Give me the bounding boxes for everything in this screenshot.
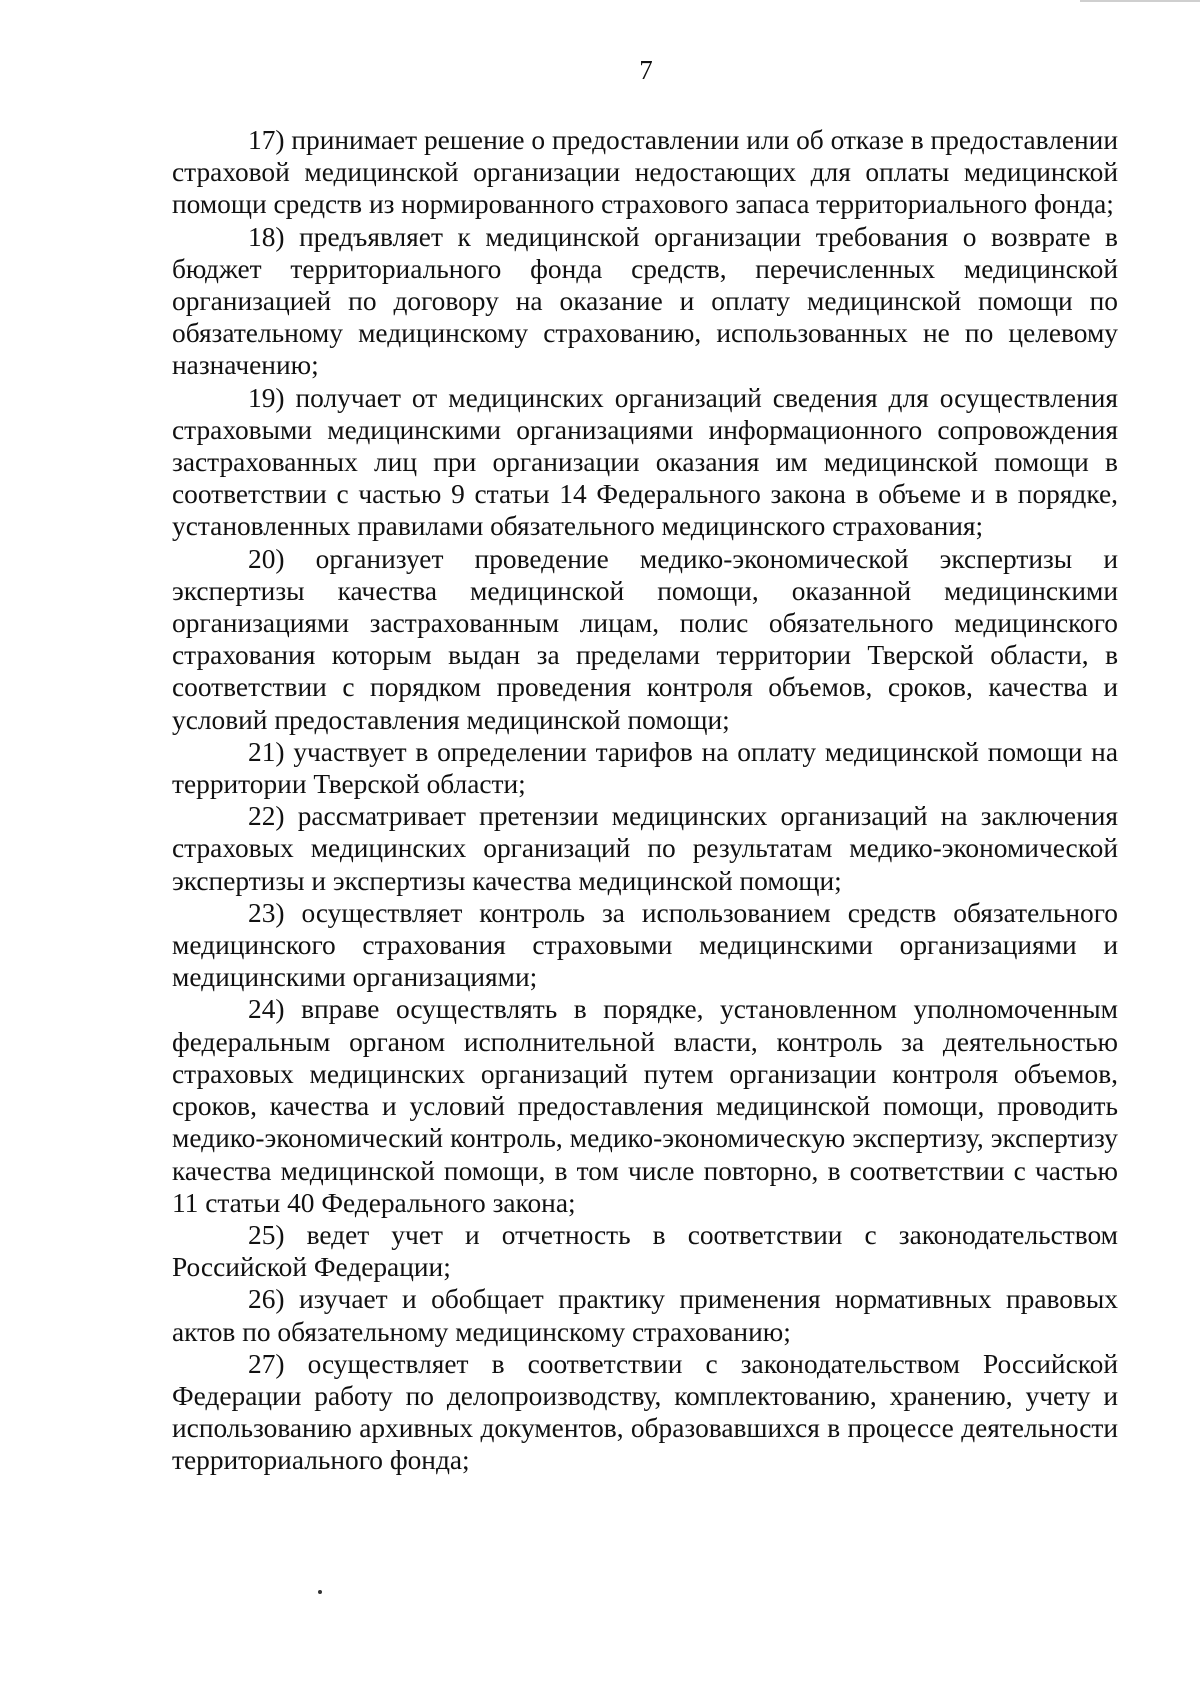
list-item-22: 22) рассматривает претензии медицинских организаций на заключения страховых медицинских организаций по результатам медико-экономической экспертизы и экспертизы качества медицинской помощи; (172, 801, 1118, 896)
list-item-18: 18) предъявляет к медицинской организации требования о возврате в бюджет территориального фонда средств, перечисленных медицинской организацией по договору на оказание и оплату медицинской помощи по обязательному медицинскому страхованию, использованных не по целевому назначению; (172, 221, 1118, 381)
page-number: 7 (639, 55, 653, 85)
list-item-19: 19) получает от медицинских организаций сведения для осуществления страховыми медицинскими организациями информационного сопровождения застрахованных лиц при организации оказания им медицинской помощи в соответствии с частью 9 статьи 14 Федерального закона в объеме и в порядке, установленных правилами обязательного медицинского страхования; (172, 382, 1118, 542)
scan-edge-line (1080, 0, 1200, 2)
list-item-24: 24) вправе осуществлять в порядке, установленном уполномоченным федеральным органом исполнительной власти, контроль за деятельностью страховых медицинских организаций путем организации контроля объемов, сроков, качества и условий предоставления медицинской помощи, проводить медико-экономический контроль, медико-экономическую экспертизу, экспертизу качества медицинской помощи, в том числе повторно, в соответствии с частью 11 статьи 40 Федерального закона; (172, 994, 1118, 1218)
list-item-23: 23) осуществляет контроль за использованием средств обязательного медицинского страхования страховыми медицинскими организациями и медицинскими организациями; (172, 897, 1118, 993)
list-item-17: 17) принимает решение о предоставлении или об отказе в предоставлении страховой медицинской организации недостающих для оплаты медицинской помощи средств из нормированного страхового запаса территориального фонда; (172, 125, 1118, 220)
list-item-20: 20) организует проведение медико-экономической экспертизы и экспертизы качества медицинской помощи, оказанной медицинскими организациями застрахованным лицам, полис обязательного медицинского страхования которым выдан за пределами территории Тверской области, в соответствии с порядком проведения контроля объемов, сроков, качества и условий предоставления медицинской помощи; (172, 543, 1118, 735)
list-item-27: 27) осуществляет в соответствии с законодательством Российской Федерации работу по делопроизводству, комплектованию, хранению, учету и использованию архивных документов, образовавшихся в процессе деятельности территориального фонда; (172, 1348, 1118, 1476)
scan-speck (318, 1590, 322, 1594)
list-item-25: 25) ведет учет и отчетность в соответствии с законодательством Российской Федерации; (172, 1219, 1118, 1283)
list-item-21: 21) участвует в определении тарифов на оплату медицинской помощи на территории Тверской области; (172, 736, 1118, 800)
list-item-26: 26) изучает и обобщает практику применения нормативных правовых актов по обязательному медицинскому страхованию; (172, 1284, 1118, 1347)
document-body (172, 124, 1118, 1477)
